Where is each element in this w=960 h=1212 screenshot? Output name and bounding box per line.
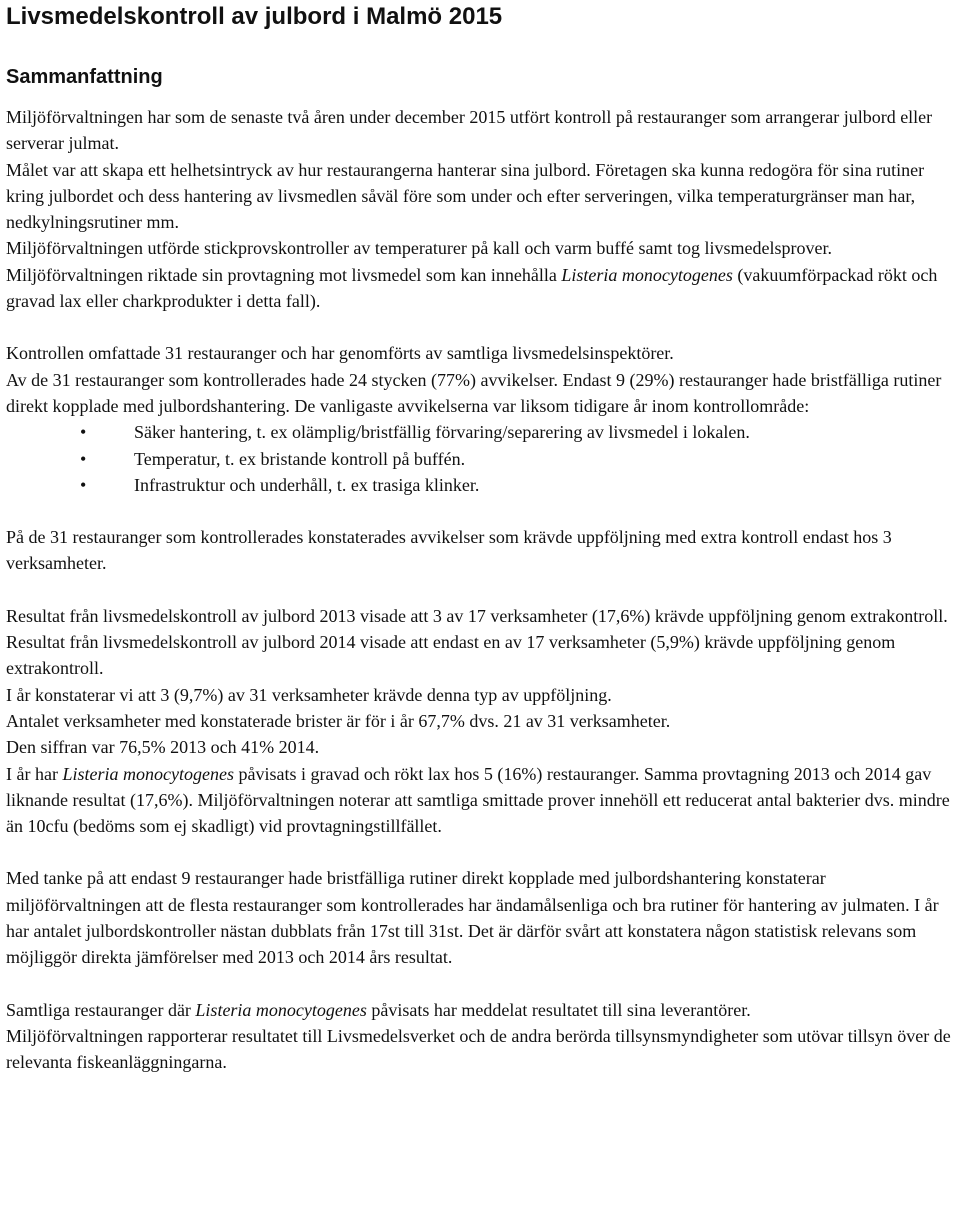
paragraph-followup: På de 31 restauranger som kontrollerades konstaterades avvikelser som krävde uppföljning med extra kontroll endast hos 3 verksamheter. (6, 527, 892, 574)
reporting-line-1 (6, 997, 956, 1023)
paragraph-reporting (6, 997, 956, 1076)
list-item (6, 446, 956, 472)
document-title: Livsmedelskontroll av julbord i Malmö 2015 (6, 3, 503, 30)
listeria-term: Listeria monocytogenes (62, 763, 234, 784)
bullet-icon: • (80, 474, 87, 495)
intro-line-3 (6, 235, 956, 314)
results-line-1: Resultat från livsmedelskontroll av julbord 2013 visade att 3 av 17 verksamheter (17,6%) krävde uppföljning genom extrakontroll. Resultat från livsmedelskontroll av julbord 2014 visade att endast en av 17 verksamheter (5,9%) krävde uppföljning genom extrakontroll. (6, 605, 948, 679)
scope-line-1: Kontrollen omfattade 31 restauranger och har genomförts av samtliga livsmedelsinspektörer. (6, 343, 674, 364)
list-item-text: Infrastruktur och underhåll, t. ex trasiga klinker. (134, 474, 480, 495)
intro-line-3-text: Miljöförvaltningen utförde stickprovskontroller av temperaturer på kall och varm buffé samt tog livsmedelsprover. Miljöförvaltningen riktade sin provtagning mot livsmedel som kan innehålla (6, 238, 832, 285)
scope-line-2: Av de 31 restauranger som kontrollerades hade 24 stycken (77%) avvikelser. Endast 9 (29%) restauranger hade bristfälliga rutiner direkt kopplade med julbordshantering. De vanligaste avvikelserna var liksom tidigare år inom kontrollområde: (6, 369, 942, 416)
list-item-text: Temperatur, t. ex bristande kontroll på buffén. (134, 448, 466, 469)
list-item (6, 472, 956, 498)
bullet-icon: • (80, 422, 87, 443)
summary-heading: Sammanfattning (6, 66, 163, 88)
paragraph-results (6, 603, 956, 840)
intro-line-3-end: (vakuumförpackad rökt och gravad lax eller charkprodukter i detta fall). (6, 264, 938, 312)
results-line-5-start: I år har (6, 763, 63, 784)
reporting-line-1-end: påvisats har meddelat resultatet till sina leverantörer. (366, 999, 751, 1020)
intro-line-1: Miljöförvaltningen har som de senaste två åren under december 2015 utfört kontroll på restauranger som arrangerar julbord eller serverar julmat. (6, 107, 933, 154)
paragraph-scope (6, 340, 956, 498)
list-item-text: Säker hantering, t. ex olämplig/bristfällig förvaring/separering av livsmedel i lokalen. (134, 422, 750, 443)
results-line-5-end: påvisats i gravad och rökt lax hos 5 (16%) restauranger. Samma provtagning 2013 och 2014 gav liknande resultat (17,6%). Miljöförvaltningen noterar att samtliga smittade prover innehöll ett reducerat antal bakterier dvs. mindre än 10cfu (bedöms som ej skadligt) vid provtagningstillfället. (6, 763, 950, 837)
document-body (6, 104, 956, 1076)
listeria-term: Listeria monocytogenes (195, 999, 367, 1020)
paragraph-conclusion: Med tanke på att endast 9 restauranger hade bristfälliga rutiner direkt kopplade med julbordshantering konstaterar miljöförvaltningen att de flesta restauranger som kontrollerades har ändamålsenliga och bra rutiner för hantering av julmaten. I år har antalet julbordskontroller nästan dubblats från 17st till 31st. Det är därför svårt att konstatera någon statistisk relevans som möjliggör direkta jämförelser med 2013 och 2014 års resultat. (6, 868, 939, 968)
results-line-4: Den siffran var 76,5% 2013 och 41% 2014. (6, 737, 320, 758)
list-item (6, 419, 956, 445)
reporting-line-1-start: Samtliga restauranger där (6, 999, 196, 1020)
results-line-2: I år konstaterar vi att 3 (9,7%) av 31 verksamheter krävde denna typ av uppföljning. (6, 684, 612, 705)
document-page (0, 2, 960, 1076)
intro-line-2: Målet var att skapa ett helhetsintryck av hur restaurangerna hanterar sina julbord. Företagen ska kunna redogöra för sina rutiner kring julbordet och dess hantering av livsmedlen såväl före som under och efter serveringen, vilka temperaturgränser man har, nedkylningsrutiner mm. (6, 159, 925, 233)
paragraph-intro (6, 104, 956, 314)
results-line-5 (6, 761, 956, 840)
deviation-list (6, 419, 956, 498)
bullet-icon: • (80, 448, 87, 469)
reporting-line-2: Miljöförvaltningen rapporterar resultatet till Livsmedelsverket och de andra berörda tillsynsmyndigheter som utövar tillsyn över de relevanta fiskeanläggningarna. (6, 1025, 951, 1073)
listeria-term: Listeria monocytogenes (561, 264, 733, 285)
results-line-3: Antalet verksamheter med konstaterade brister är för i år 67,7% dvs. 21 av 31 verksamheter. (6, 710, 671, 731)
